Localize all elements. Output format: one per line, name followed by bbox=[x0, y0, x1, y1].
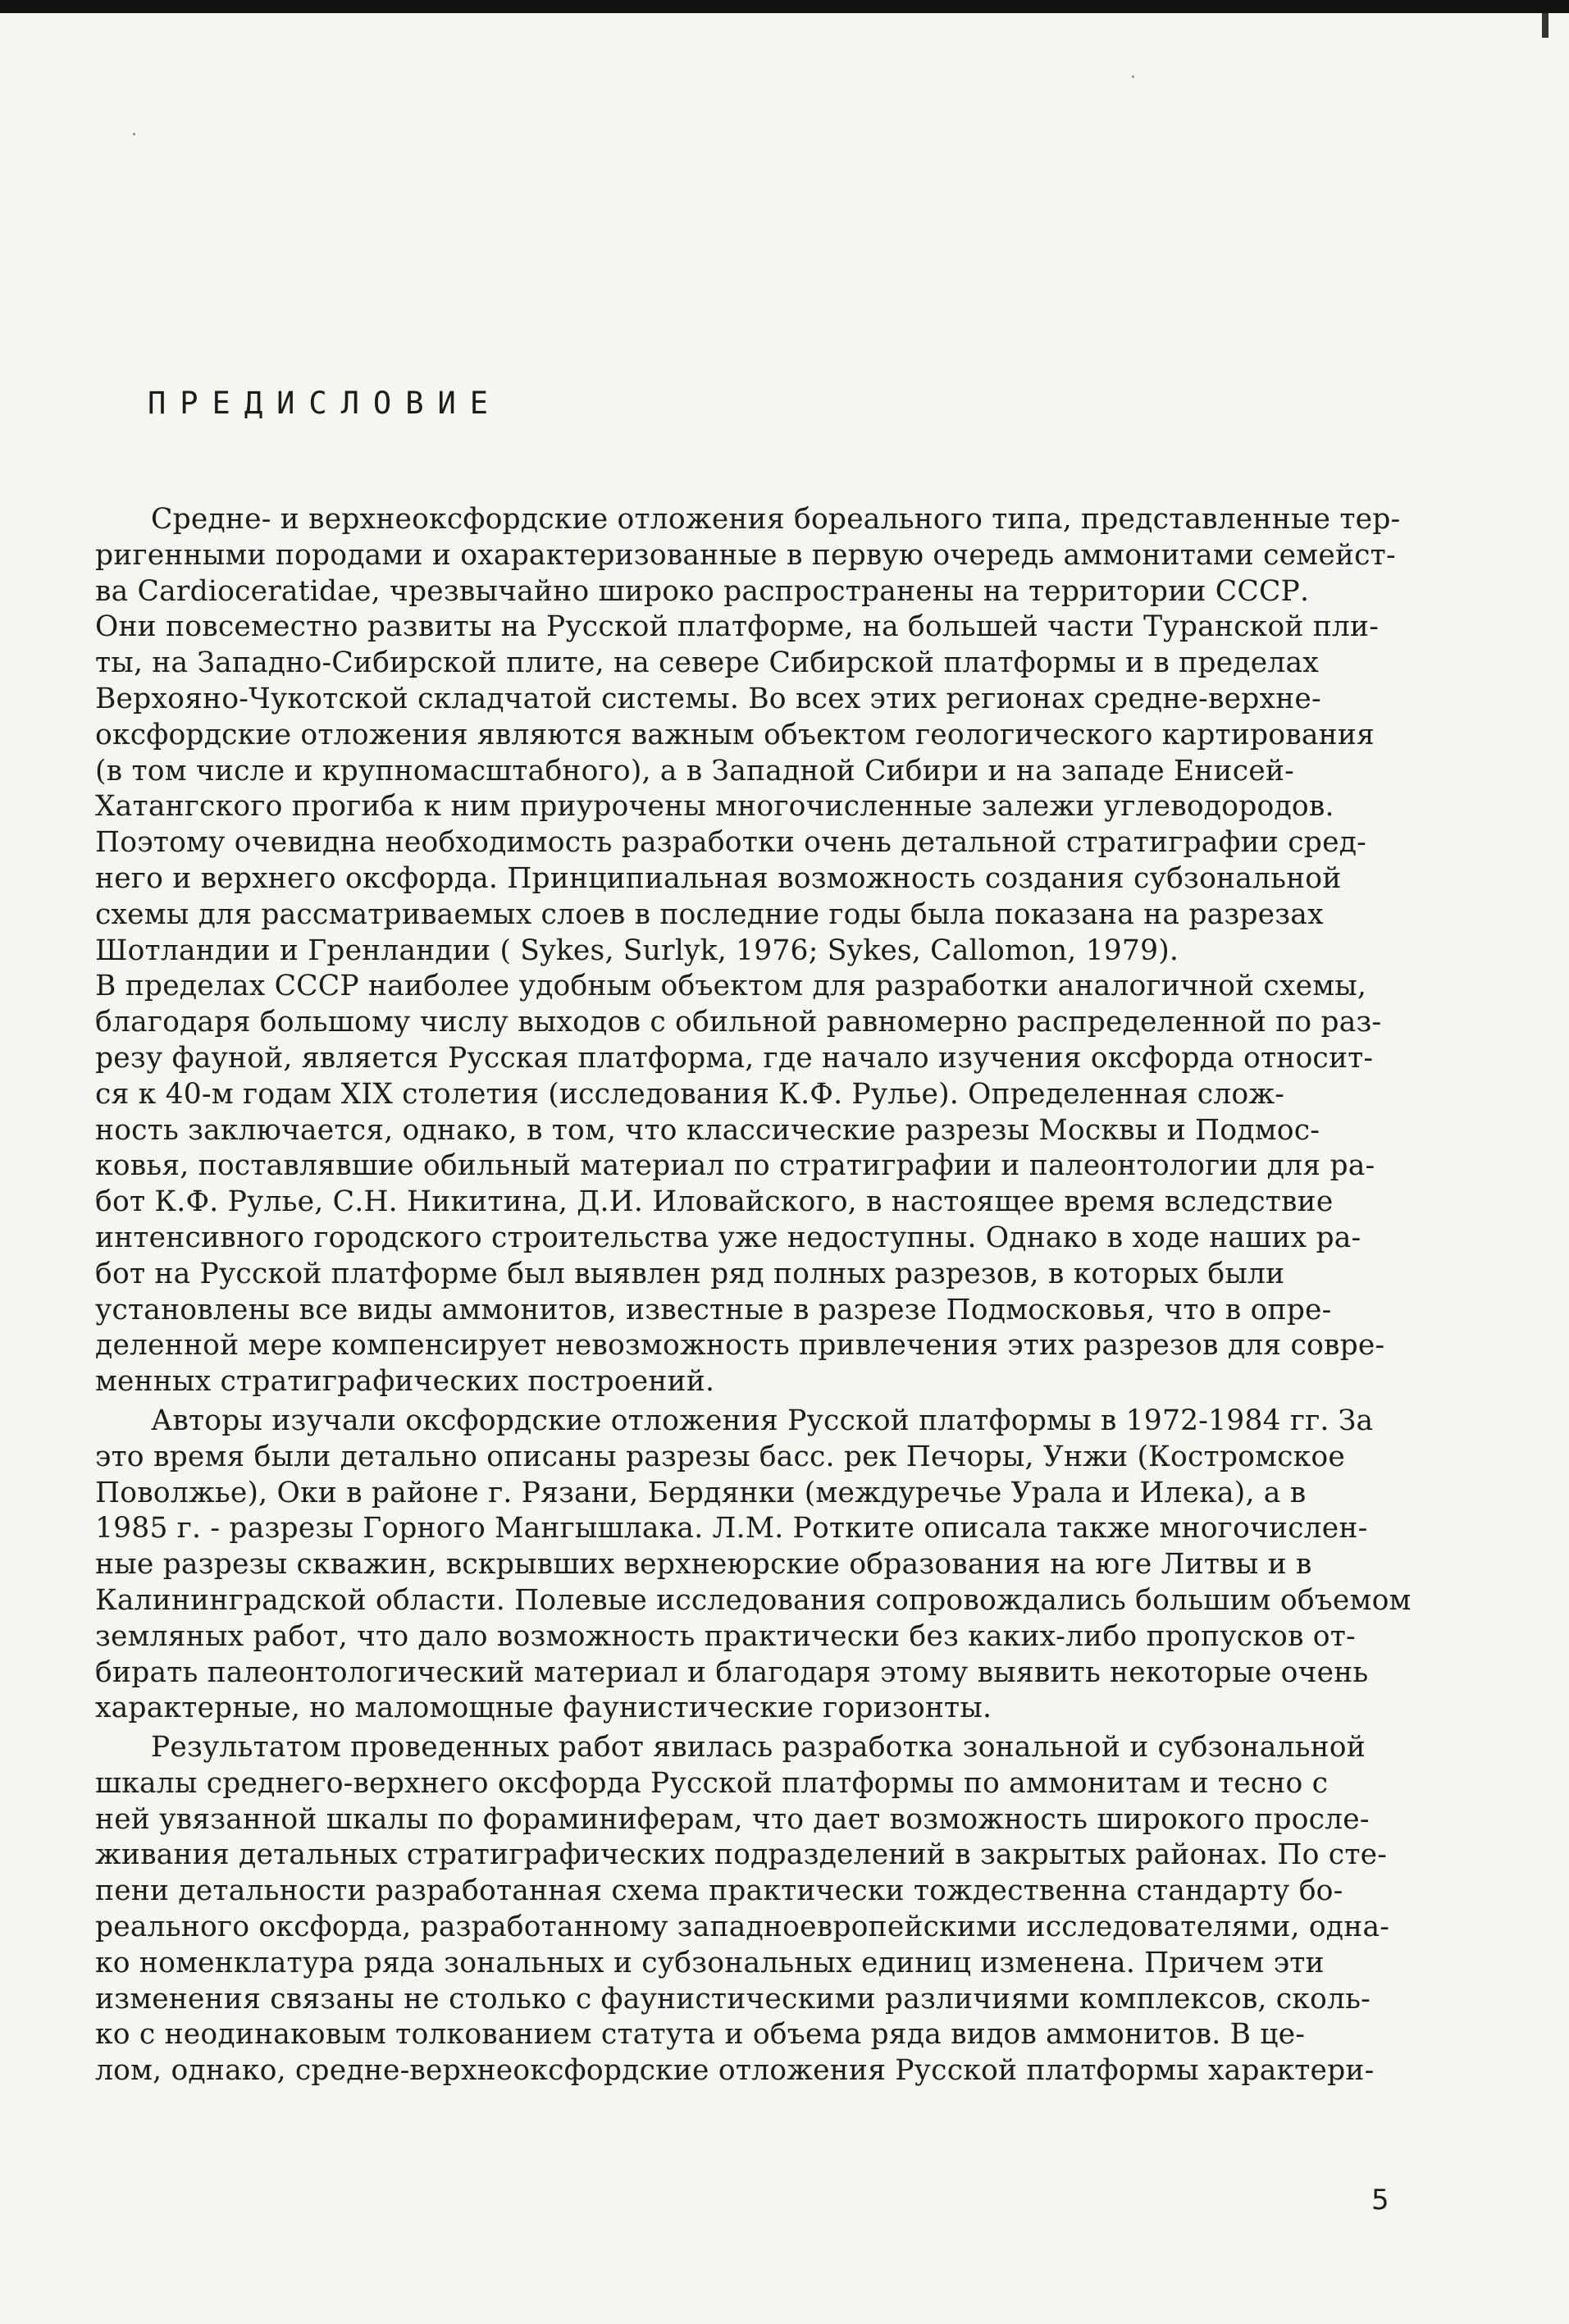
text-line: Калининградской области. Полевые исследования сопровождались большим объемом bbox=[95, 1583, 1412, 1617]
page-number: 5 bbox=[1371, 2184, 1389, 2217]
preface-heading: ПРЕДИСЛОВИЕ bbox=[148, 386, 503, 421]
text-line: него и верхнего оксфорда. Принципиальная возможность создания субзональной bbox=[95, 861, 1342, 895]
text-line: ность заключается, однако, в том, что классические разрезы Москвы и Подмос- bbox=[95, 1113, 1320, 1147]
text-line: земляных работ, что дало возможность практически без каких-либо пропусков от- bbox=[95, 1619, 1356, 1653]
paragraph bbox=[95, 1404, 1440, 1727]
preface-body bbox=[95, 502, 1440, 2093]
text-line: схемы для рассматриваемых слоев в последние годы была показана на разрезах bbox=[95, 897, 1324, 931]
text-line: ко с неодинаковым толкованием статута и объема ряда видов аммонитов. В це- bbox=[95, 2018, 1306, 2052]
text-line: интенсивного городского строительства уже недоступны. Однако в ходе наших ра- bbox=[95, 1221, 1361, 1254]
text-line: живания детальных стратиграфических подразделений в закрытых районах. По сте- bbox=[95, 1838, 1388, 1872]
text-line: Поэтому очевидна необходимость разработки очень детальной стратиграфии сред- bbox=[95, 826, 1367, 860]
text-line: бот К.Ф. Рулье, С.Н. Никитина, Д.И. Иловайского, в настоящее время вследствие bbox=[95, 1185, 1334, 1219]
paragraph bbox=[95, 1730, 1440, 2089]
scan-speck bbox=[1132, 75, 1134, 78]
text-line: Поволжье), Оки в районе г. Рязани, Бердянки (междуречье Урала и Илека), а в bbox=[95, 1476, 1307, 1509]
text-line: изменения связаны не столько с фаунистическими различиями комплексов, сколь- bbox=[95, 1982, 1371, 2016]
text-line: ней увязанной шкалы по фораминиферам, что дает возможность широкого просле- bbox=[95, 1802, 1370, 1836]
text-line: установлены все виды аммонитов, известные в разрезе Подмосковья, что в опре- bbox=[95, 1293, 1332, 1326]
top-border-rule bbox=[0, 0, 1569, 13]
text-line: реального оксфорда, разработанному западноевропейскими исследователями, одна- bbox=[95, 1911, 1390, 1944]
text-line: (в том числе и крупномасштабного), а в Западной Сибири и на западе Енисей- bbox=[95, 754, 1294, 788]
text-line: 1985 г. - разрезы Горного Мангышлака. Л.М. Ротките описала также многочислен- bbox=[95, 1512, 1368, 1546]
text-line: бот на Русской платформе был выявлен ряд полных разрезов, в которых были bbox=[95, 1257, 1285, 1290]
text-line: В пределах СССР наиболее удобным объектом для разработки аналогичной схемы, bbox=[95, 970, 1367, 1003]
text-line: оксфордские отложения являются важным объектом геологического картирования bbox=[95, 718, 1375, 751]
text-line: Они повсеместно развиты на Русской платформе, на большей части Туранской пли- bbox=[95, 610, 1380, 644]
text-line: Хатангского прогиба к ним приурочены многочисленные залежи углеводородов. bbox=[95, 790, 1334, 824]
text-line: ва Cardioceratidae, чрезвычайно широко распространены на территории СССР. bbox=[95, 574, 1310, 608]
text-line: ты, на Западно-Сибирской плите, на севере Сибирской платформы и в пределах bbox=[95, 646, 1319, 680]
scan-corner-mark bbox=[1542, 13, 1548, 38]
text-line: ригенными породами и охарактеризованные в первую очередь аммонитами семейст- bbox=[95, 538, 1396, 572]
text-line: Верхояно-Чукотской складчатой системы. Во всех этих регионах средне-верхне- bbox=[95, 682, 1321, 715]
text-line: пени детальности разработанная схема практически тождественна стандарту бо- bbox=[95, 1874, 1343, 1908]
text-line: ковья, поставлявшие обильный материал по стратиграфии и палеонтологии для ра- bbox=[95, 1149, 1375, 1183]
text-line: лом, однако, средне-верхнеоксфордские отложения Русской платформы характери- bbox=[95, 2054, 1375, 2088]
text-line: Шотландии и Гренландии ( Sykes, Surlyk, 1976; Sykes, Callomon, 1979). bbox=[95, 934, 1179, 967]
text-line: менных стратиграфических построений. bbox=[95, 1365, 715, 1399]
text-line: это время были детально описаны разрезы басс. рек Печоры, Унжи (Костромское bbox=[95, 1440, 1346, 1473]
scan-speck bbox=[133, 133, 135, 135]
text-line: деленной мере компенсирует невозможность привлечения этих разрезов для совре- bbox=[95, 1329, 1385, 1363]
text-line: Авторы изучали оксфордские отложения Русской платформы в 1972-1984 гг. За bbox=[151, 1404, 1374, 1437]
text-line: Средне- и верхнеоксфордские отложения бореального типа, представленные тер- bbox=[151, 503, 1401, 536]
text-line: благодаря большому числу выходов с обильной равномерно распределенной по раз- bbox=[95, 1006, 1382, 1039]
text-line: резу фауной, является Русская платформа, где начало изучения оксфорда относит- bbox=[95, 1041, 1374, 1075]
paragraph bbox=[95, 502, 1440, 1400]
text-line: ко номенклатура ряда зональных и субзональных единиц изменена. Причем эти bbox=[95, 1946, 1325, 1979]
text-line: бирать палеонтологический материал и благодаря этому выявить некоторые очень bbox=[95, 1655, 1369, 1689]
text-line: ся к 40-м годам XIX столетия (исследования К.Ф. Рулье). Определенная слож- bbox=[95, 1077, 1285, 1111]
text-line: характерные, но маломощные фаунистические горизонты. bbox=[95, 1692, 992, 1725]
text-line: шкалы среднего-верхнего оксфорда Русской платформы по аммонитам и тесно с bbox=[95, 1766, 1329, 1800]
text-line: ные разрезы скважин, вскрывших верхнеюрские образования на юге Литвы и в bbox=[95, 1548, 1312, 1582]
text-line: Результатом проведенных работ явилась разработка зональной и субзональной bbox=[151, 1731, 1366, 1765]
